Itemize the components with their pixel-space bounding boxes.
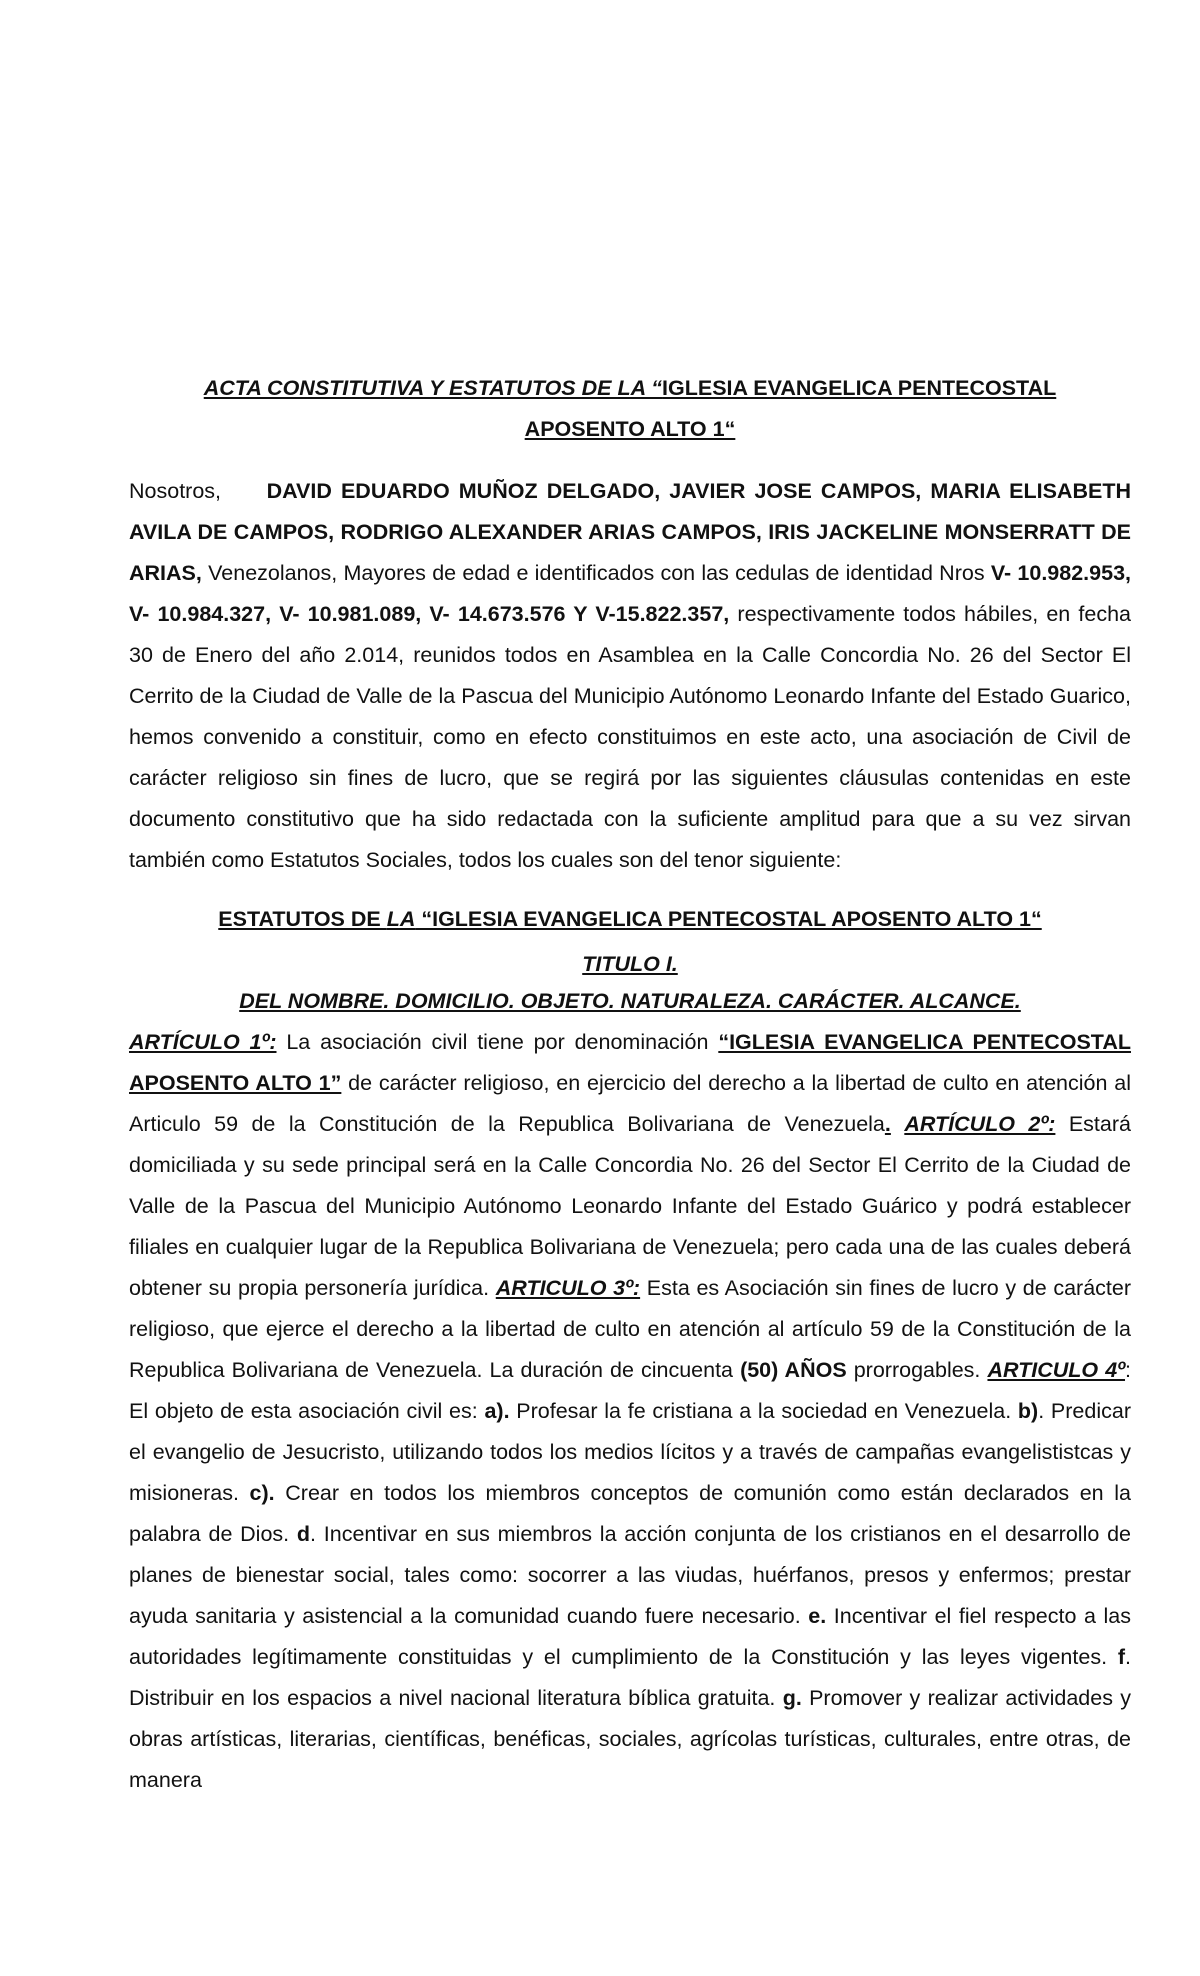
church-name: “IGLESIA EVANGELICA PENTECOSTAL APOSENTO ALTO 1” [129, 1030, 1131, 1095]
item-g-text: Promover y realizar actividades y obras artísticas, literarias, científicas, benéficas, sociales, agrícolas turísticas, culturales, entre otras, de manera [129, 1686, 1131, 1792]
item-c-text: Crear en todos los miembros conceptos de comunión como están declarados en la palabra de Dios. [129, 1481, 1131, 1546]
document-content [129, 368, 1131, 1801]
article-2-text: Estará domiciliada y su sede principal será en la Calle Concordia No. 26 del Sector El Cerrito de la Ciudad de Valle de la Pascua del Municipio Autónomo Leonardo Infante del Estado Guárico y podrá establecer filiales en cualquier lugar de la Republica Bolivariana de Venezuela; pero cada una de las cuales deberá obtener su propia personería jurídica. [129, 1112, 1131, 1300]
intro-text-1: Venezolanos, Mayores de edad e identificados con las cedulas de identidad Nros [201, 561, 991, 585]
document-title-line-2 [129, 409, 1131, 450]
duration-value: (50) AÑOS [740, 1358, 847, 1382]
title-part-3: APOSENTO ALTO 1“ [524, 417, 736, 441]
article-2-label: ARTÍCULO 2º: [904, 1112, 1056, 1136]
article-4-text-0: : El objeto de esta asociación civil es: [129, 1358, 1131, 1423]
article-1-period: . [884, 1112, 891, 1136]
article-3-text-2: prorrogables. [846, 1358, 988, 1382]
title-part-1: ACTA CONSTITUTIVA Y ESTATUTOS DE LA “ [203, 376, 663, 400]
item-b-label: b) [1017, 1399, 1039, 1423]
estatutos-title [129, 899, 1131, 940]
item-f-text: . Distribuir en los espacios a nivel nacional literatura bíblica gratuita. [129, 1645, 1131, 1710]
chapter-subtitle: DEL NOMBRE. DOMICILIO. OBJETO. NATURALEZA. CARÁCTER. ALCANCE. [239, 989, 1021, 1013]
article-4-label: ARTICULO 4º [987, 1358, 1126, 1382]
intro-text-0: Nosotros, [129, 479, 231, 503]
article-3-label: ARTICULO 3º: [495, 1276, 641, 1300]
item-e-label: e. [808, 1604, 827, 1628]
article-1-label: ARTÍCULO 1º: [129, 1030, 277, 1054]
item-f-label: f [1117, 1645, 1126, 1669]
article-3-text-1: Esta es Asociación sin fines de lucro y de carácter religioso, que ejerce el derecho a la libertad de culto en atención al artículo 59 de la Constitución de la Republica Bolivariana de Venezuela. La duración de cincuenta [129, 1276, 1132, 1382]
item-e-text: Incentivar el fiel respecto a las autoridades legítimamente constituidas y el cumplimiento de la Constitución y las leyes vigentes. [129, 1604, 1131, 1669]
titulo-heading: TITULO I. [582, 952, 678, 976]
item-d-label: d [296, 1522, 311, 1546]
founder-names: DAVID EDUARDO MUÑOZ DELGADO, JAVIER JOSE CAMPOS, MARIA ELISABETH AVILA DE CAMPOS, RODRIGO ALEXANDER ARIAS CAMPOS, IRIS JACKELINE MONSERRATT DE ARIAS, [129, 479, 1131, 585]
spacer [129, 881, 1131, 899]
item-a-label: a). [484, 1399, 510, 1423]
article-1-text-1: La asociación civil tiene por denominación [276, 1030, 719, 1054]
item-b-text: . Predicar el evangelio de Jesucristo, utilizando todos los medios lícitos y a través de campañas evangelististcas y misioneras. [129, 1399, 1131, 1505]
article-1-text-2: de carácter religioso, en ejercicio del derecho a la libertad de culto en atención al Articulo 59 de la Constitución de la Republica Bolivariana de Venezuela [129, 1071, 1131, 1136]
title-part-2: IGLESIA EVANGELICA PENTECOSTAL [662, 376, 1057, 400]
estatutos-title-part-1: ESTATUTOS DE [218, 907, 387, 931]
estatutos-title-part-2: LA [386, 907, 416, 931]
item-g-label: g. [782, 1686, 802, 1710]
estatutos-title-part-3: “IGLESIA EVANGELICA PENTECOSTAL APOSENTO ALTO 1“ [415, 907, 1042, 931]
articles-paragraph [129, 1022, 1131, 1801]
document-title [129, 368, 1131, 409]
id-numbers: V- 10.982.953, V- 10.984.327, V- 10.981.089, V- 14.673.576 Y V-15.822.357, [129, 561, 1131, 626]
intro-text-2: respectivamente todos hábiles, en fecha 30 de Enero del año 2.014, reunidos todos en Asamblea en la Calle Concordia No. 26 del Sector El Cerrito de la Ciudad de Valle de la Pascua del Municipio Autónomo Leonardo Infante del Estado Guarico, hemos convenido a constituir, como en efecto constituimos en este acto, una asociación de Civil de carácter religioso sin fines de lucro, que se regirá por las siguientes cláusulas contenidas en este documento constitutivo que ha sido redactada con la suficiente amplitud para que a su vez sirvan también como Estatutos Sociales, todos los cuales son del tenor siguiente: [129, 602, 1131, 872]
item-d-text: . Incentivar en sus miembros la acción conjunta de los cristianos en el desarrollo de planes de bienestar social, tales como: socorrer a las viudas, huérfanos, presos y enfermos; prestar ayuda sanitaria y asistencial a la comunidad cuando fuere necesario. [129, 1522, 1131, 1628]
spacer [129, 450, 1131, 471]
item-a-text: Profesar la fe cristiana a la sociedad en Venezuela. [509, 1399, 1018, 1423]
intro-paragraph [129, 471, 1131, 881]
item-c-label: c). [249, 1481, 275, 1505]
